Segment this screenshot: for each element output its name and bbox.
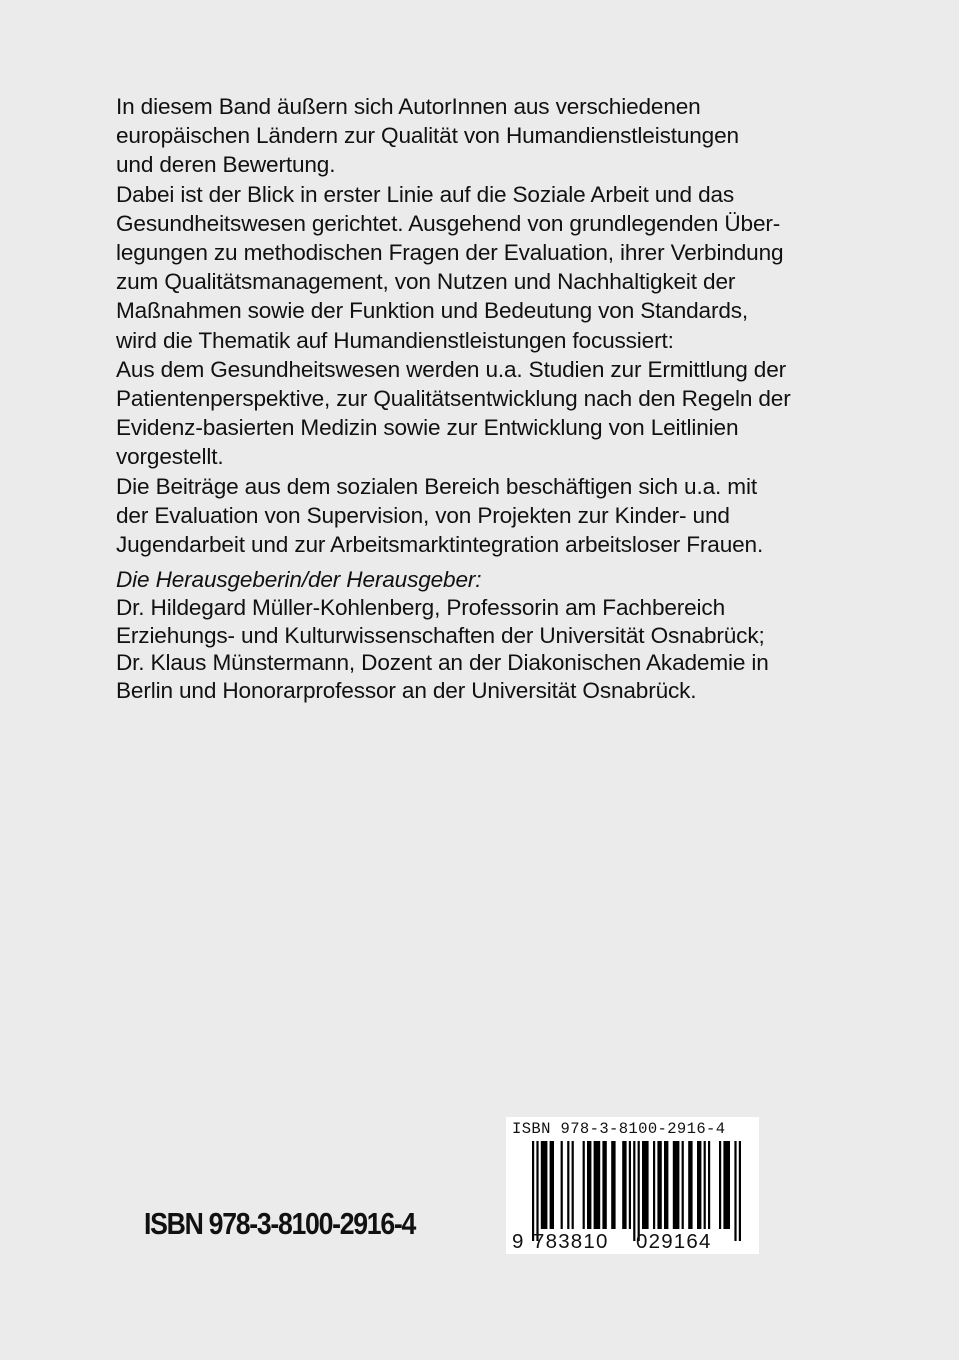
description-line: Aus dem Gesundheitswesen werden u.a. Studien zur Ermittlung der <box>116 356 786 382</box>
description-line: der Evaluation von Supervision, von Projekten zur Kinder- und <box>116 502 730 528</box>
barcode-guard-bar <box>633 1141 635 1241</box>
barcode-bar <box>723 1141 730 1229</box>
barcode-bar <box>688 1141 692 1229</box>
barcode-bar <box>587 1141 591 1229</box>
description-line: Gesundheitswesen gerichtet. Ausgehend von grundlegenden Über- <box>116 210 781 236</box>
barcode-guard-bar <box>739 1141 741 1241</box>
barcode-bar <box>704 1141 706 1229</box>
barcode-guard-bar <box>734 1141 736 1241</box>
description-line: Jugendarbeit und zur Arbeitsmarktintegration arbeitsloser Frauen. <box>116 532 764 558</box>
barcode-bar <box>697 1141 701 1229</box>
barcode-bar <box>550 1141 554 1229</box>
barcode-bar <box>708 1141 710 1229</box>
description-line: Evidenz-basierten Medizin sowie zur Entwicklung von Leitlinien <box>116 415 739 441</box>
description-line: vorgestellt. <box>116 444 224 470</box>
editors-line: Berlin und Honorarprofessor an der Universität Osnabrück. <box>116 678 697 704</box>
barcode-guard-bar <box>536 1141 538 1241</box>
description-line: Die Beiträge aus dem sozialen Bereich beschäftigen sich u.a. mit <box>116 473 757 499</box>
barcode-bar <box>673 1141 680 1229</box>
barcode-digits <box>512 1230 712 1254</box>
barcode-bar <box>657 1141 661 1229</box>
barcode-bar <box>682 1141 684 1229</box>
barcode-bar <box>629 1141 631 1229</box>
barcode-bar <box>653 1141 655 1229</box>
barcode-first-digit: 9 <box>512 1230 524 1253</box>
barcode-bar <box>611 1141 615 1229</box>
description-line: Maßnahmen sowie der Funktion und Bedeutung von Standards, <box>116 298 749 324</box>
barcode-bar <box>572 1141 574 1229</box>
barcode-right-group: 029164 <box>636 1230 712 1253</box>
editors-line: Erziehungs- und Kulturwissenschaften der Universität Osnabrück; <box>116 622 765 648</box>
barcode-bar <box>602 1141 606 1229</box>
description-line: legungen zu methodischen Fragen der Evaluation, ihrer Verbindung <box>116 240 784 266</box>
barcode-bar <box>719 1141 721 1229</box>
description-line: Patientenperspektive, zur Qualitätsentwicklung nach den Regeln der <box>116 386 791 412</box>
barcode-bar <box>541 1141 548 1229</box>
editors-heading: Die Herausgeberin/der Herausgeber: <box>116 567 482 592</box>
barcode-bar <box>664 1141 668 1229</box>
editors-line: Dr. Klaus Münstermann, Dozent an der Diakonischen Akademie in <box>116 650 769 676</box>
description-line: wird die Thematik auf Humandienstleistungen focussiert: <box>116 327 674 353</box>
description-text <box>116 92 906 559</box>
description-line: europäischen Ländern zur Qualität von Humandienstleistungen <box>116 123 739 149</box>
editors-line: Dr. Hildegard Müller-Kohlenberg, Professorin am Fachbereich <box>116 594 725 620</box>
barcode-bar <box>642 1141 649 1229</box>
isbn-label: ISBN 978-3-8100-2916-4 <box>144 1206 415 1241</box>
barcode-guard-bar <box>532 1141 534 1241</box>
barcode-bar <box>594 1141 601 1229</box>
barcode-bar <box>561 1141 563 1229</box>
barcode-bar <box>622 1141 626 1229</box>
barcode-bar <box>583 1141 585 1229</box>
description-line: und deren Bewertung. <box>116 152 336 178</box>
barcode-left-group: 783810 <box>533 1230 609 1253</box>
barcode <box>506 1117 759 1254</box>
barcode-guard-bar <box>638 1141 640 1241</box>
barcode-isbn-text: ISBN 978-3-8100-2916-4 <box>512 1120 726 1138</box>
description-line: Dabei ist der Blick in erster Linie auf die Soziale Arbeit und das <box>116 181 735 207</box>
editors-section <box>116 566 906 705</box>
description-line: zum Qualitätsmanagement, von Nutzen und Nachhaltigkeit der <box>116 269 736 295</box>
description-line: In diesem Band äußern sich AutorInnen aus verschiedenen <box>116 94 701 119</box>
barcode-bar <box>567 1141 569 1229</box>
